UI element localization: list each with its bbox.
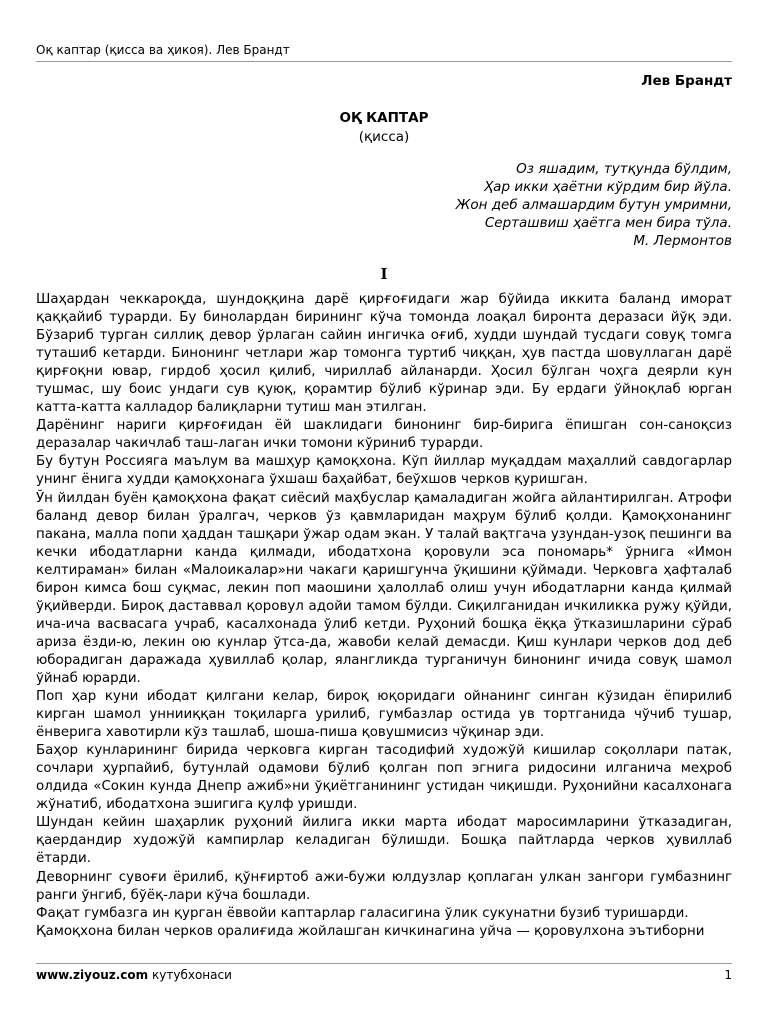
site-link[interactable]: www.ziyouz.com [36, 968, 149, 982]
footer-suffix: кутубхонаси [152, 968, 232, 982]
epigraph-attribution: М. Лермонтов [633, 233, 732, 249]
paragraph: Қамоқхона билан черков оралиғида жойлашган кичкинагина уйча — қоровулхона эътиборни [36, 923, 705, 939]
paragraph: Дарёнинг нариги қирғоғидан ёй шаклидаги бинонинг бир-бирига ёпишган сон-саноқсиз деразалар чакичлаб таш-лаган ички томони кўриниб турарди. [36, 418, 732, 452]
paragraph: Деворнинг сувоғи ёрилиб, қўнғиртоб ажи-бужи юлдузлар қоплаган улкан зангори гумбазнинг ранги ўнгиб, бўёқ-лари кўча бошлади. [36, 869, 732, 903]
paragraph: Шундан кейин шаҳарлик руҳоний йилига икки марта ибодат маросимларини ўтказадиган, қаердандир художўй кампирлар келадиган бўлишди. Бошқа пайтларда черков ҳувиллаб ётарди. [36, 815, 732, 867]
epigraph-line: Серташвиш ҳаётга мен бира тўла. [484, 215, 732, 231]
paragraph: Ўн йилдан буён қамоқхона фақат сиёсий маҳбуслар қамаладиган жойга айлантирилган. Атрофи баланд девор билан ўралгач, черков ўз қавмларидан маҳрум бўлиб қолди. Қамоқхонанинг пакана, малла попи ҳаддан ташқари ўжар одам экан. У талай вақтгача узундан-узоқ пешинги ва кечки ибодатларни канда қилмади, ибодатхона қоровули эса пономарь* ўрнига «Имон келтираман» билан «Малоикалар»ни чакаги қаришгунча ўқишини қўймади. Черковга ҳафталаб бирон кимса бош суқмас, лекин поп маошини ҳалоллаб олиш учун ибодатларни канда қилмай ўқийверди. Бироқ даставвал қоровул адойи тамом бўлди. Сиқилганидан ичкиликка ружу қўйди, ича-ича васвасага учраб, касалхонада ўлиб кетди. Руҳоний бошқа ёққа ўтказишларини сўраб ариза ёзди-ю, лекин ою кунлар ўтса-да, жавоби келай демасди. Қиш кунлари черков дод деб юборадиган даражада ҳувиллаб қолар, ялангликда турганичун бинонинг ичида совуқ шамол ўйнаб юрарди. [36, 490, 732, 686]
paragraph: Бу бутун Россияга маълум ва машҳур қамоқхона. Кўп йиллар муқаддам маҳаллий савдогарлар унинг ёнига худди қамоқхонага ўхшаш баҳайбат, беўхшов черков қуришган. [36, 454, 732, 488]
page-title: ОҚ КАПТАР [339, 110, 429, 126]
footer-source [36, 968, 232, 982]
paragraph: Фақат гумбазга ин қурган ёввойи каптарлар галасигина ўлик сукунатни бузиб туришарди. [36, 905, 689, 921]
epigraph [456, 160, 732, 250]
page-number: 1 [724, 968, 732, 982]
running-header [36, 43, 732, 62]
epigraph-line: Оз яшадим, тутқунда бўлдим, [516, 161, 732, 177]
author-name: Лев Брандт [641, 73, 732, 89]
page-subtitle: (қисса) [358, 129, 410, 145]
paragraph: Поп ҳар куни ибодат қилгани келар, бироқ юқоридаги ойнанинг синган кўзидан ёпирилиб кирган шамол уннииққан тоқиларга урилиб, гумбазлар остида ув тортганида чўчиб тушар, ёнверига хавотирли кўз ташлаб, шоша-пиша қовушмисиз чўқинар эди. [36, 689, 732, 741]
running-title: Оқ каптар (қисса ва ҳикоя). Лев Брандт [36, 43, 290, 57]
page-footer [36, 963, 732, 982]
chapter-number: I [380, 265, 388, 283]
body-text [36, 291, 732, 941]
paragraph: Шаҳардан чеккароқда, шундоққина дарё қирғоғидаги жар бўйида иккита баланд иморат қаққайиб турарди. Бу бинолардан бирининг кўча томонда лоақал биронта деразаси йўқ эди. Бўзариб турган силлиқ девор ўрлаган сайин ингичка оғиб, худди шундай тусдаги совуқ томга туташиб кетарди. Бинонинг четлари жар томонга туртиб чиққан, ҳув пастда шовуллаган дарё қирғоқни ювар, гирдоб ҳосил қилиб, чириллаб айланарди. Ҳосил бўлган чоҳга деярли кун тушмас, шу боис ундаги сув қуюқ, қорамтир бўлиб кўринар эди. Бу ердаги ўйноқлаб юрган катта-катта калладор балиқларни тутиш ман этилган. [36, 292, 732, 416]
epigraph-line: Ҳар икки ҳаётни кўрдим бир йўла. [483, 179, 732, 195]
epigraph-line: Жон деб алмашардим бутун умримни, [455, 197, 732, 213]
paragraph: Баҳор кунларининг бирида черковга кирган тасодифий художўй кишилар соқоллари патак, сочлари ҳурпайиб, бутунлай одамови бўлиб қолган поп эгнига ридосини илганича меҳроб олдида «Сокин кунда Днепр ажиб»ни ўқиётганининг устидан чиқишди. Руҳонийни касалхонага жўнатиб, ибодатхона эшигига қулф уришди. [36, 743, 732, 813]
